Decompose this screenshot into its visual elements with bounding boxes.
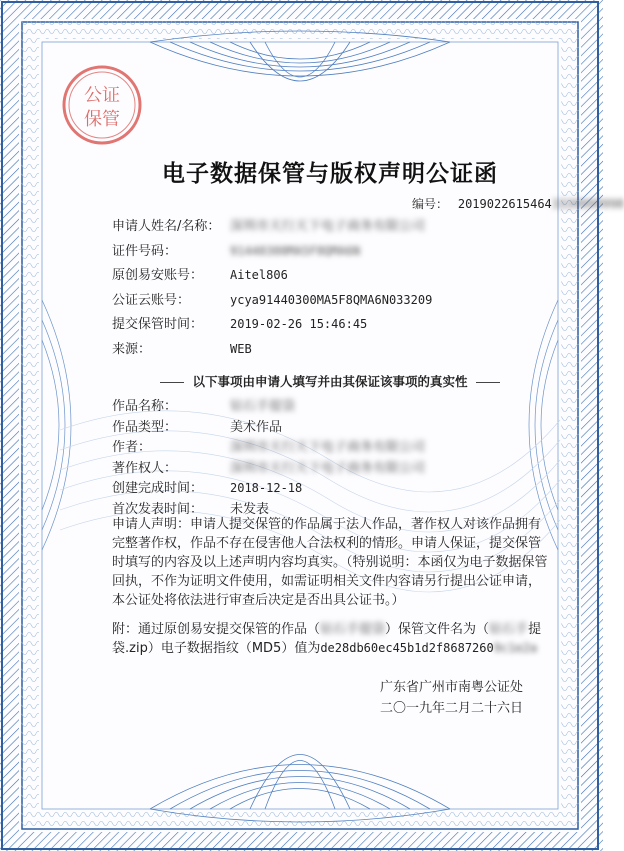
field-label: 作品名称： <box>112 399 178 414</box>
issuer-name: 广东省广州市南粤公证处 <box>380 680 524 695</box>
md5-value: de28db60ec45b1d2f8687260 <box>320 641 494 655</box>
field-label: 提交保管时间： <box>112 317 204 332</box>
field-value: 深圳市天行天下电子商务有限公司 <box>230 219 426 234</box>
field-value: ycya91440300MA5F8QMA6N033209 <box>230 292 433 307</box>
section-divider: 以下事项由申请人填写并由其保证该事项的真实性 <box>100 372 560 390</box>
serial-number <box>412 195 624 212</box>
field-value: WEB <box>230 341 252 356</box>
appendix-text-1: 附：通过原创易安提交保管的作品（ <box>112 622 321 637</box>
field-value: 深圳市天行天下电子商务有限公司 <box>230 440 426 455</box>
declaration-paragraph: 申请人声明：申请人提交保管的作品属于法人作品，著作权人对该作品拥有完整著作权，作品不存在侵害他人合法权利的情形。申请人保证，提交保管时填写的内容及以上述声明内容均真实。（特别说明：本函仅为电子数据保管回执，不作为证明文件使用，如需证明相关文件内容请另行提出公证申请，本公证处将依法进行审查后决定是否出具公证书。） <box>112 517 548 608</box>
appendix-paragraph <box>112 620 550 658</box>
seal-text-top: 公证 <box>84 85 120 106</box>
field-label: 来源： <box>112 341 152 357</box>
serial-label: 编号： <box>412 197 449 211</box>
field-label: 作品类型： <box>112 419 178 435</box>
field-label: 著作权人： <box>112 460 178 476</box>
document-title: 电子数据保管与版权声明公证函 <box>162 160 498 187</box>
field-value: Aitel806 <box>230 268 288 282</box>
serial-value: 2019022615464 <box>457 197 552 211</box>
md5-redacted: 9c1e2a <box>493 641 538 655</box>
appendix-text-2: ）保管文件名为（ <box>385 622 490 637</box>
field-label: 创建完成时间： <box>112 481 204 496</box>
field-label: 首次发表时间： <box>112 501 204 517</box>
field-row <box>112 416 282 435</box>
field-value: 美术作品 <box>230 419 283 435</box>
field-row <box>112 289 432 308</box>
field-label: 申请人姓名/名称： <box>112 219 221 234</box>
field-row <box>112 498 269 517</box>
appendix-redacted-work: 钻石手提袋 <box>320 622 386 637</box>
field-row <box>112 436 425 455</box>
field-label: 公证云账号： <box>112 292 191 308</box>
field-row <box>112 240 360 259</box>
field-row <box>112 338 252 357</box>
field-value: 91440300MA5F8QMA6N <box>230 243 361 258</box>
field-label: 证件号码： <box>112 243 178 259</box>
field-row <box>112 313 367 332</box>
field-row <box>112 395 295 414</box>
field-value: 深圳市天行天下电子商务有限公司 <box>230 460 426 476</box>
notary-seal <box>60 63 144 147</box>
serial-redacted: 3339999998 <box>551 197 624 211</box>
appendix-text-3: 提袋.zip）电子数据指纹（MD5）值为 <box>112 622 542 656</box>
field-value: 2018-12-18 <box>230 481 303 495</box>
seal-text-bottom: 保管 <box>84 109 120 130</box>
field-value: 钻石手提袋 <box>230 399 296 414</box>
field-label: 原创易安账号： <box>112 268 204 283</box>
field-value: 未发表 <box>230 501 270 517</box>
field-row <box>112 457 425 476</box>
field-row <box>112 264 288 283</box>
field-value: 2019-02-26 15:46:45 <box>230 317 368 331</box>
appendix-redacted-filename: 钻石手 <box>489 622 529 637</box>
field-label: 作者： <box>112 440 152 455</box>
issue-date: 二〇一九年二月二十六日 <box>380 701 524 716</box>
field-row <box>112 477 302 496</box>
field-row <box>112 215 425 234</box>
